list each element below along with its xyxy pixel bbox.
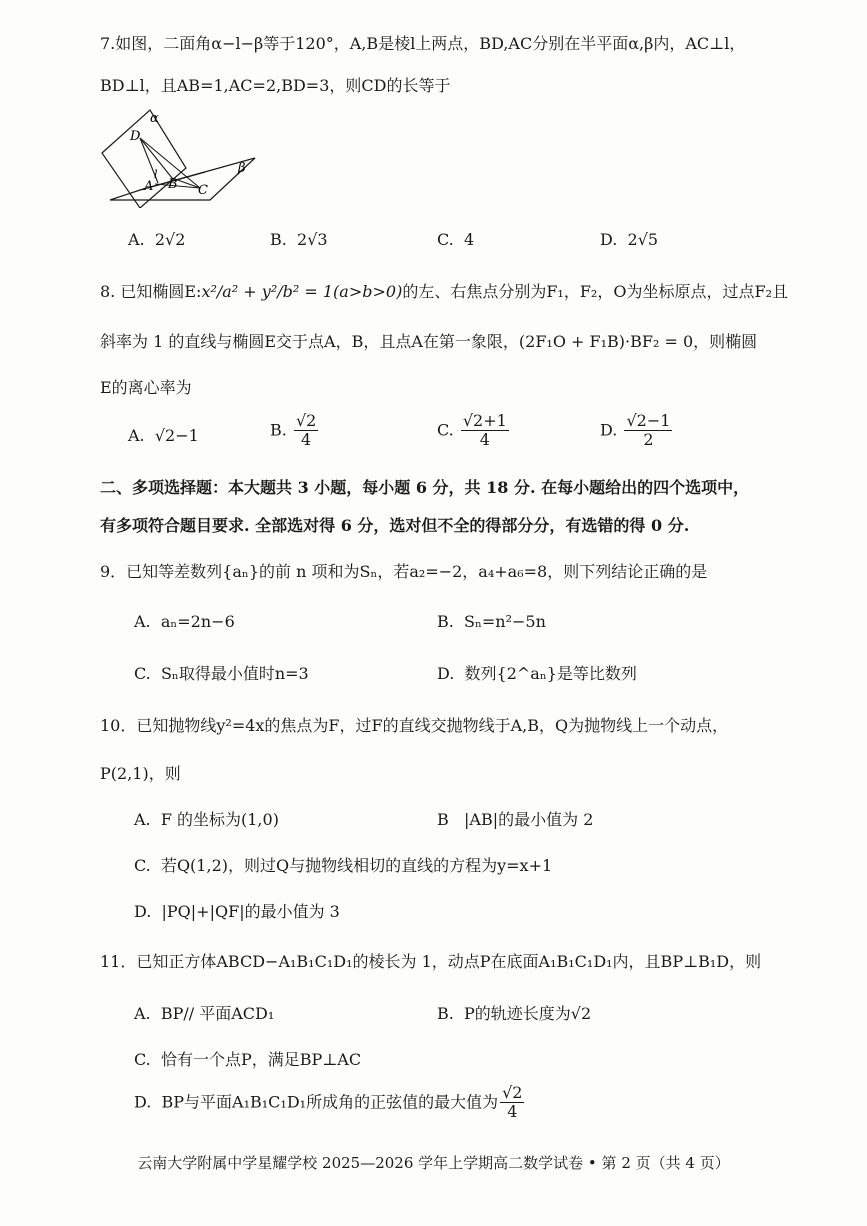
q10-stem-line2: P(2,1)，则 <box>100 764 181 783</box>
q7-stem-line1: 7.如图，二面角α−l−β等于120°，A,B是棱l上两点，BD,AC分别在半平面α,β内，AC⊥l， <box>100 34 746 53</box>
label-alpha: α <box>150 111 159 126</box>
q8-stem-line3: E的离心率为 <box>100 378 192 397</box>
q8-stem-line1: 8. 已知椭圆E:x²/a² + y²/b² = 1(a>b>0)的左、右焦点分别为F₁，F₂，O为坐标原点，过点F₂且 <box>100 282 788 301</box>
q10-option-a: A. F 的坐标为(1,0) <box>134 810 279 829</box>
q10-option-c: C. 若Q(1,2)，则过Q与抛物线相切的直线的方程为y=x+1 <box>134 856 553 875</box>
label-A: A <box>144 179 154 194</box>
q11-option-c: C. 恰有一个点P，满足BP⊥AC <box>134 1050 362 1069</box>
q9-option-a: A. aₙ=2n−6 <box>134 612 235 631</box>
q9-option-d: D. 数列{2^aₙ}是等比数列 <box>437 664 637 683</box>
q11-stem: 11．已知正方体ABCD−A₁B₁C₁D₁的棱长为 1，动点P在底面A₁B₁C₁D₁内，且BP⊥B₁D，则 <box>100 952 762 971</box>
q10-stem-line1: 10．已知抛物线y²=4x的焦点为F，过F的直线交抛物线于A,B，Q为抛物线上一个动点， <box>100 716 729 735</box>
q8-option-a: A. √2−1 <box>128 426 199 445</box>
q10-option-b: B |AB|的最小值为 2 <box>437 810 594 829</box>
label-beta: β <box>238 161 246 176</box>
q7-stem-line2: BD⊥l，且AB=1,AC=2,BD=3，则CD的长等于 <box>100 76 451 95</box>
q11-option-b: B. P的轨迹长度为√2 <box>437 1004 592 1023</box>
q8-option-d: D. $\frac{√2-1}{2}$ <box>600 411 671 449</box>
q8-option-b: B. $\frac{√2}{4}$ <box>270 411 317 449</box>
label-B: B <box>168 177 178 192</box>
label-C: C <box>198 183 208 198</box>
label-l: l <box>154 168 158 181</box>
q7-option-a: A. 2√2 <box>128 230 186 249</box>
page-footer: 云南大学附属中学星耀学校 2025—2026 学年上学期高二数学试卷 • 第 2 页（共 4 页） <box>137 1154 730 1172</box>
q9-option-c: C. Sₙ取得最小值时n=3 <box>134 664 309 683</box>
q9-option-b: B. Sₙ=n²−5n <box>437 612 546 631</box>
dihedral-angle-figure <box>100 108 270 208</box>
q7-option-d: D. 2√5 <box>600 230 659 249</box>
q9-stem: 9．已知等差数列{aₙ}的前 n 项和为Sₙ，若a₂=−2，a₄+a₆=8，则下列结论正确的是 <box>100 562 708 581</box>
section2-heading-line1: 二、多项选择题：本大题共 3 小题，每小题 6 分，共 18 分. 在每小题给出的四个选项中， <box>100 478 750 497</box>
q7-option-c: C. 4 <box>437 230 475 249</box>
label-D: D <box>130 129 141 144</box>
q11-option-d: D. BP与平面A₁B₁C₁D₁所成角的正弦值的最大值为 $\frac{√2}{4}$ <box>134 1083 523 1121</box>
section2-heading-line2: 有多项符合题目要求. 全部选对得 6 分，选对但不全的得部分分，有选错的得 0 分. <box>100 516 690 535</box>
q10-option-d: D. |PQ|+|QF|的最小值为 3 <box>134 902 340 921</box>
q8-stem-line2: 斜率为 1 的直线与椭圆E交于点A，B，且点A在第一象限，(2F₁O + F₁B)·BF₂ = 0，则椭圆 <box>100 332 758 351</box>
q8-option-c: C. $\frac{√2+1}{4}$ <box>437 411 507 449</box>
q7-option-b: B. 2√3 <box>270 230 328 249</box>
q11-option-a: A. BP// 平面ACD₁ <box>134 1004 275 1023</box>
